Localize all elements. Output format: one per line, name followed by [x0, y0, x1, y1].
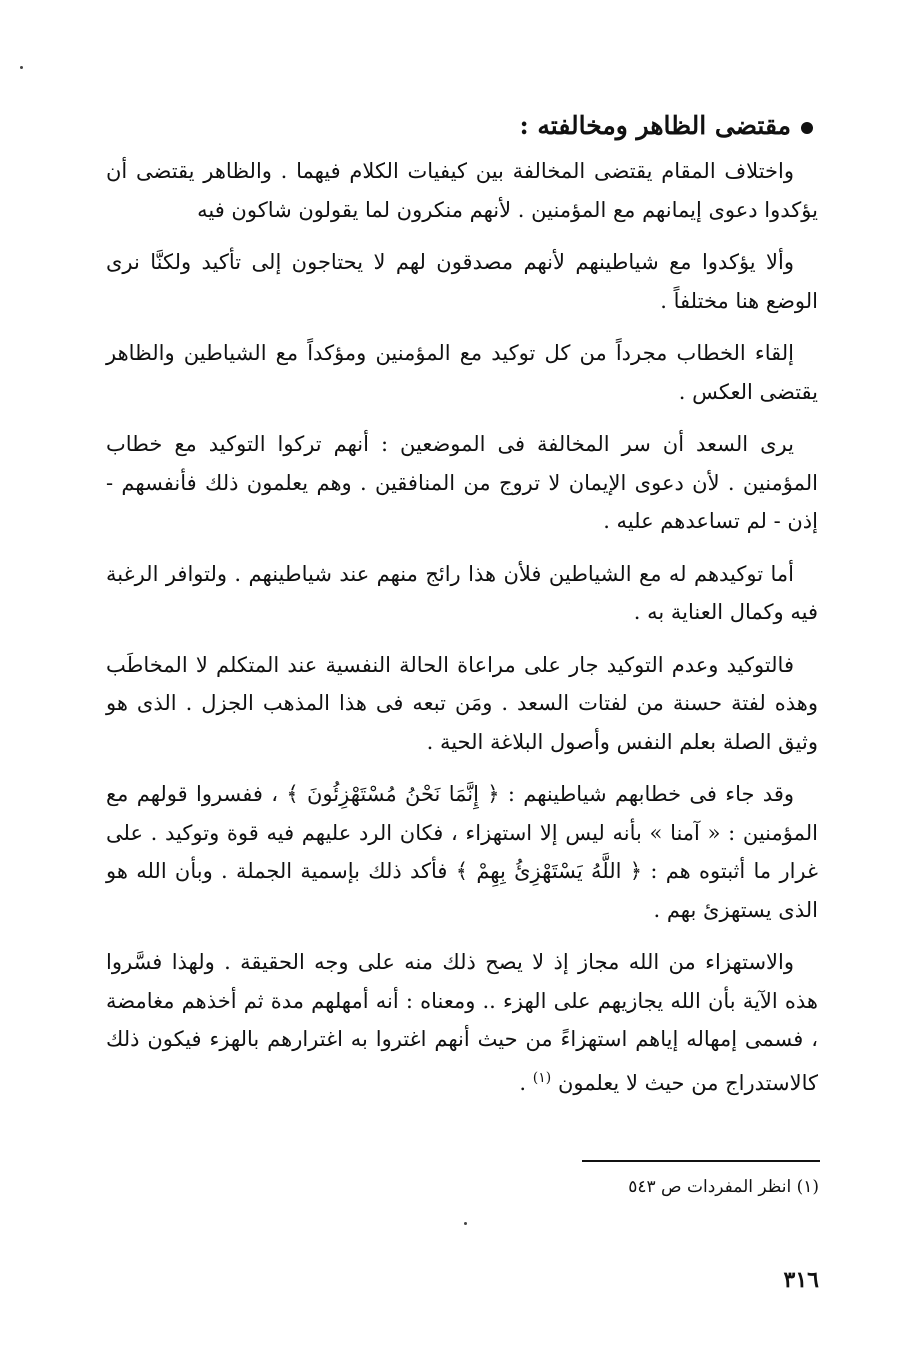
paragraph: وقد جاء فى خطابهم شياطينهم : ﴿ إِنَّمَا نَحْنُ مُسْتَهْزِئُونَ ﴾ ، ففسروا قولهم مع المؤمنين : « آمنا » بأنه ليس إلا استهزاء ، فكان الرد عليهم فيه قوة وتوكيد . على غرار ما أثبتوه هم : ﴿ اللَّهُ يَسْتَهْزِئُ بِهِمْ ﴾ فأكد ذلك بإسمية الجملة . وبأن الله هو الذى يستهزئ بهم . — [106, 782, 818, 922]
footnote-divider — [582, 1160, 820, 1162]
paragraph-text: والاستهزاء من الله مجاز إذ لا يصح ذلك منه على وجه الحقيقة . ولهذا فسَّروا هذه الآية بأن الله يجازيهم على الهزء .. ومعناه : أنه أمهلهم مدة ثم أخذهم مغامضة ، فسمى إمهاله إياهم استهزاءً من حيث أنهم اغتروا به اغترارهم بالهزء فيكون ذلك كالاستدراج من حيث لا يعلمون — [106, 950, 818, 1095]
scan-speck — [20, 66, 23, 69]
paragraph-last — [106, 943, 818, 1102]
scan-speck — [464, 1222, 467, 1225]
section-heading — [393, 104, 813, 148]
footnote-reference: (١) — [532, 1069, 552, 1086]
paragraph-end-mark: . — [519, 1070, 533, 1095]
paragraph: وألا يؤكدوا مع شياطينهم لأنهم مصدقون لهم لا يحتاجون إلى تأكيد ولكنَّا نرى الوضع هنا مختلفاً . — [106, 250, 818, 313]
paragraph: يرى السعد أن سر المخالفة فى الموضعين : أنهم تركوا التوكيد مع خطاب المؤمنين . لأن دعوى الإيمان لا تروج من المنافقين . وهم يعلمون ذلك فأنفسهم - إذن - لم تساعدهم عليه . — [106, 432, 818, 533]
paragraph: واختلاف المقام يقتضى المخالفة بين كيفيات الكلام فيهما . والظاهر يقتضى أن يؤكدوا دعوى إيمانهم مع المؤمنين . لأنهم منكرون لما يقولون شاكون فيه — [106, 159, 818, 222]
bullet-icon — [801, 122, 813, 134]
page-number: ٣١٦ — [783, 1267, 819, 1293]
footnote: (١) انظر المفردات ص ٥٤٣ — [628, 1177, 819, 1197]
paragraph: أما توكيدهم له مع الشياطين فلأن هذا رائج منهم عند شياطينهم . ولتوافر الرغبة فيه وكمال العناية به . — [106, 561, 818, 624]
paragraph: إلقاء الخطاب مجرداً من كل توكيد مع المؤمنين ومؤكداً مع الشياطين والظاهر يقتضى العكس . — [106, 341, 818, 404]
section-heading-text: مقتضى الظاهر ومخالفته : — [519, 111, 791, 140]
body-text — [106, 152, 818, 1116]
paragraph: فالتوكيد وعدم التوكيد جار على مراعاة الحالة النفسية عند المتكلم لا المخاطَب وهذه لفتة حسنة من لفتات السعد . ومَن تبعه فى هذا المذهب الجزل . الذى هو وثيق الصلة بعلم النفس وأصول البلاغة الحية . — [106, 652, 818, 754]
